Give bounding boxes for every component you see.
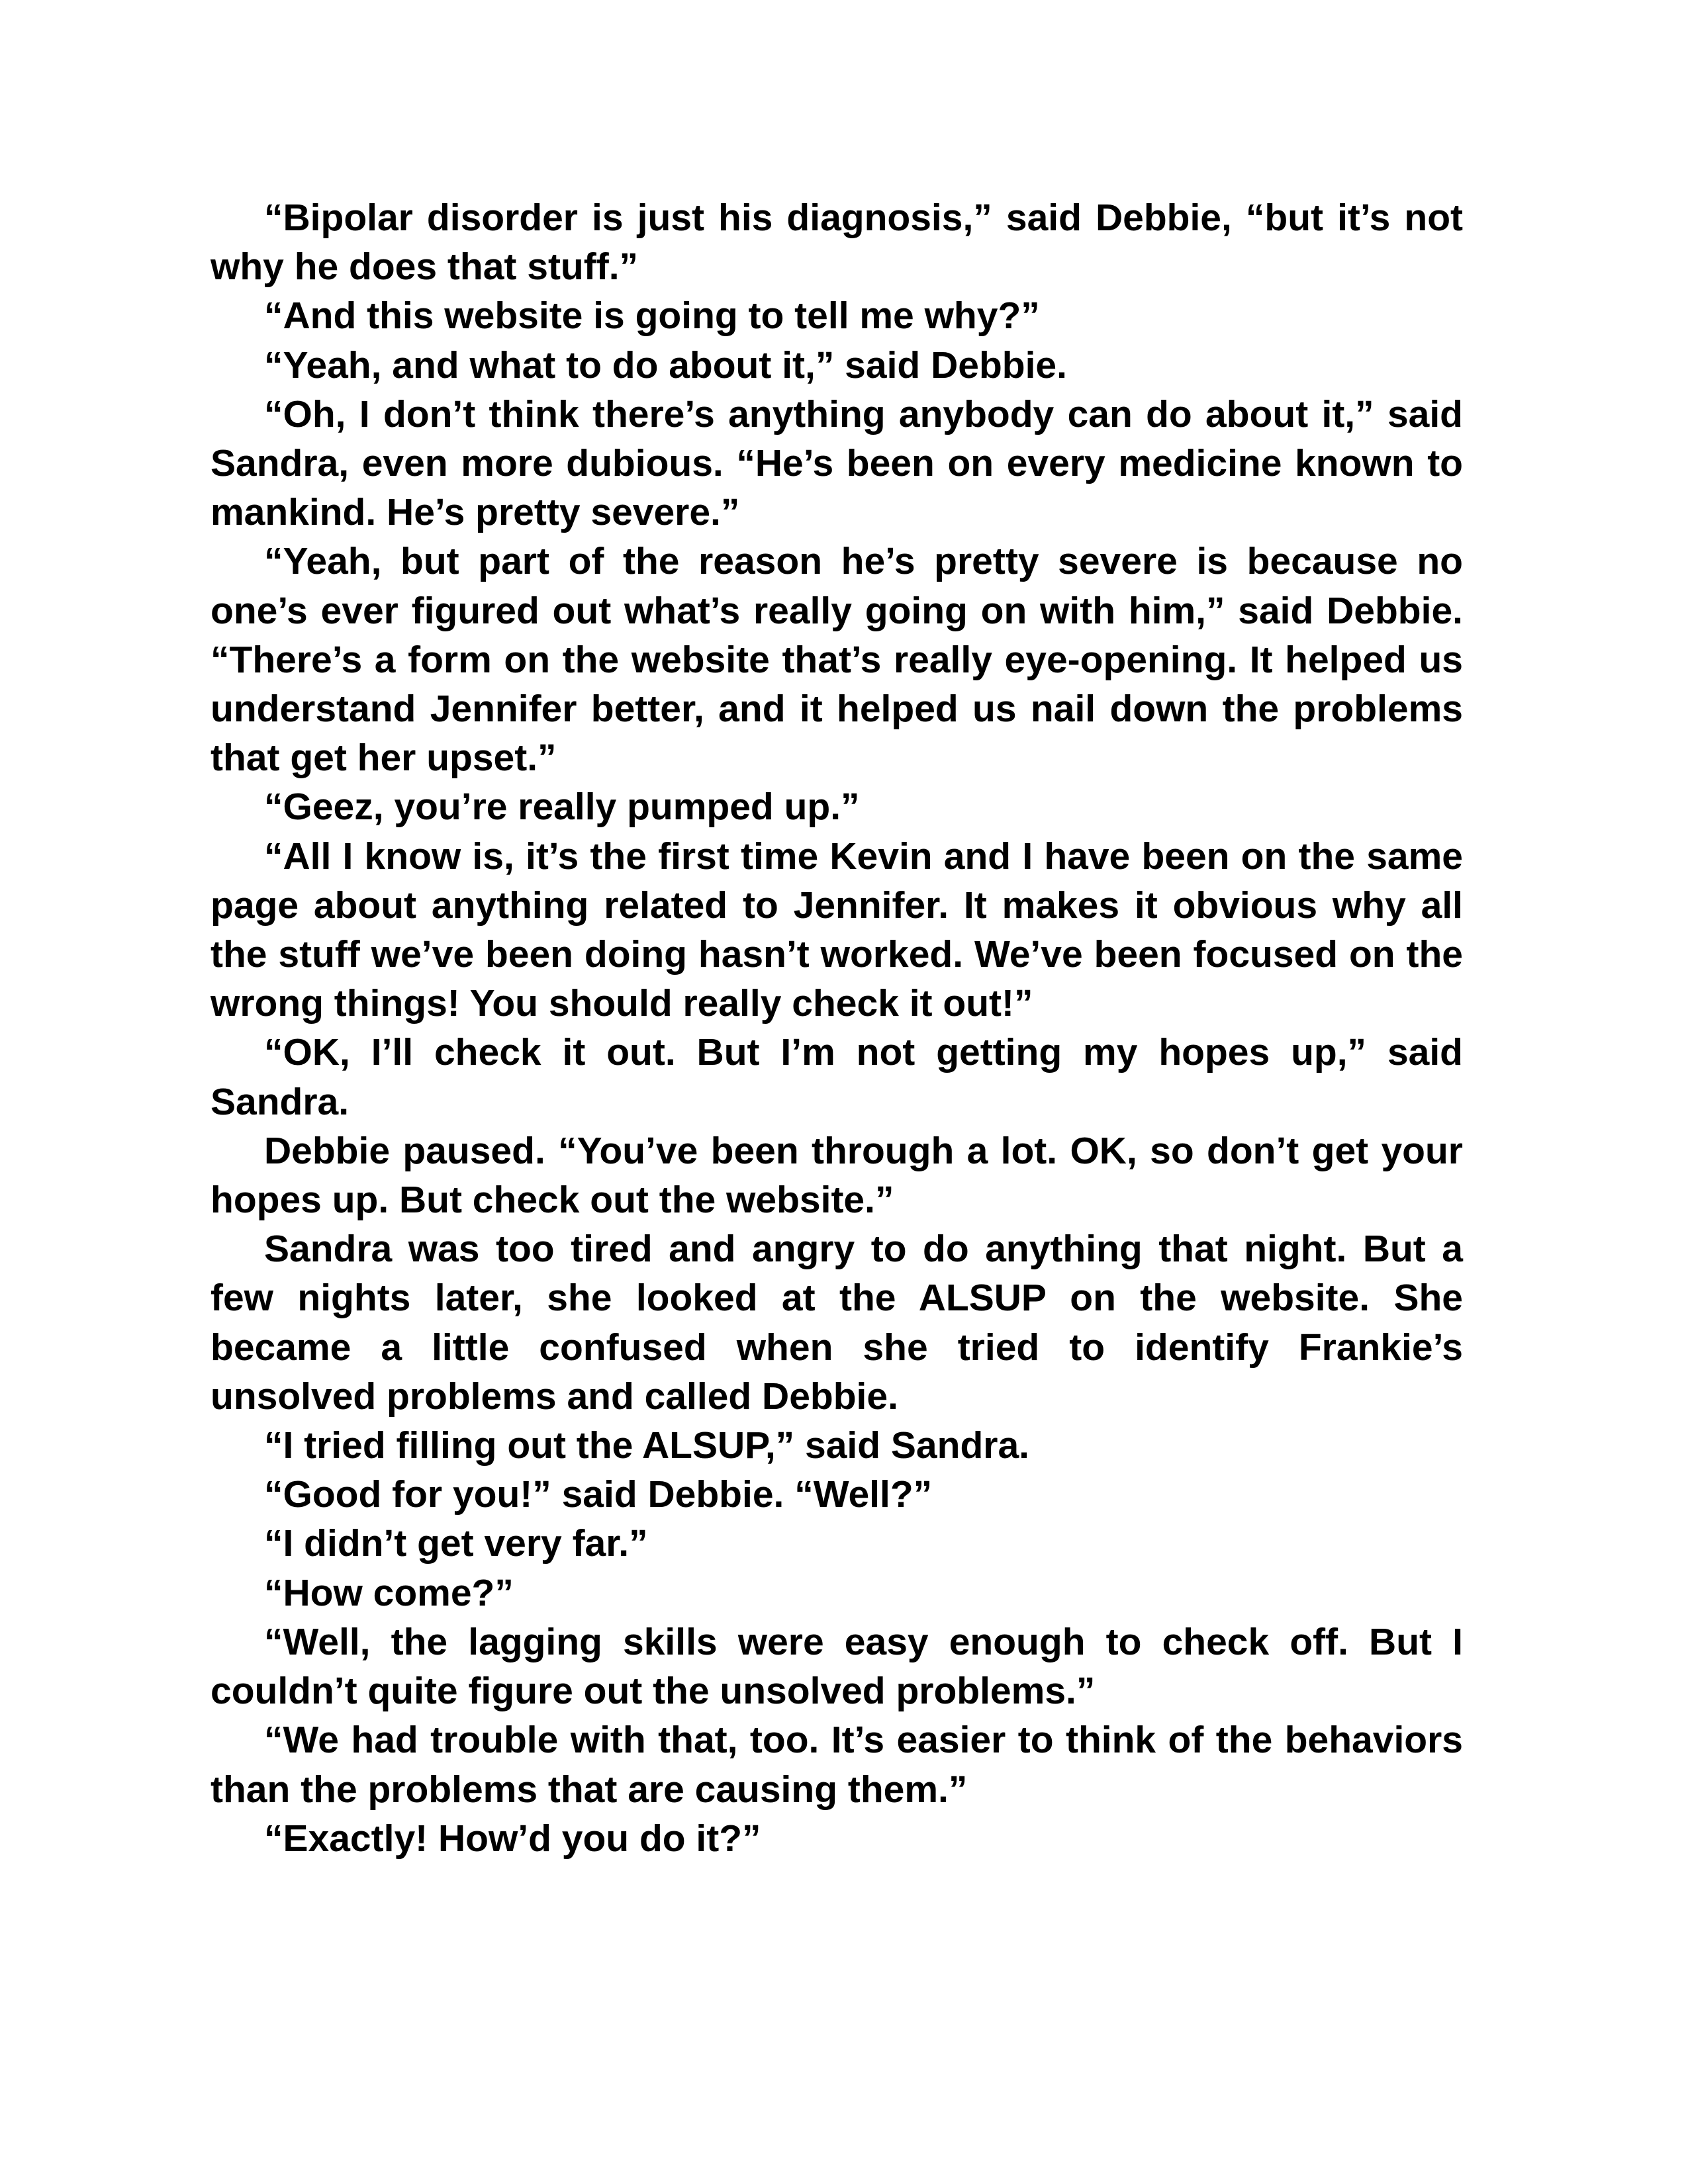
- paragraph: “Bipolar disorder is just his diagnosis,” said Debbie, “but it’s not why he does that stuff.”: [211, 197, 1463, 289]
- paragraph: “How come?”: [264, 1571, 514, 1614]
- paragraph: Debbie paused. “You’ve been through a lot. OK, so don’t get your hopes up. But check out the website.”: [211, 1129, 1463, 1222]
- paragraph: “Yeah, and what to do about it,” said Debbie.: [264, 343, 1067, 387]
- paragraph: “Oh, I don’t think there’s anything anybody can do about it,” said Sandra, even more dubious. “He’s been on every medicine known to mankind. He’s pretty severe.”: [211, 392, 1463, 534]
- paragraph: “I tried filling out the ALSUP,” said Sandra.: [264, 1424, 1029, 1467]
- paragraph: “OK, I’ll check it out. But I’m not getting my hopes up,” said Sandra.: [211, 1031, 1463, 1123]
- paragraph: “We had trouble with that, too. It’s easier to think of the behaviors than the problems that are causing them.”: [211, 1719, 1463, 1811]
- paragraph: “Geez, you’re really pumped up.”: [264, 786, 860, 829]
- paragraph: “All I know is, it’s the first time Kevin and I have been on the same page about anything related to Jennifer. It makes it obvious why all the stuff we’ve been doing hasn’t worked. We’ve been focused on the wrong things! You should really check it out!”: [211, 835, 1463, 1025]
- paragraph: “Yeah, but part of the reason he’s pretty severe is because no one’s ever figured out what’s really going on with him,” said Debbie. “There’s a form on the website that’s really eye-opening. It helped us understand Jennifer better, and it helped us nail down the problems that get her upset.”: [211, 540, 1463, 780]
- paragraph: “Well, the lagging skills were easy enough to check off. But I couldn’t quite figure out the unsolved problems.”: [211, 1620, 1463, 1713]
- paragraph: “Exactly! How’d you do it?”: [264, 1817, 761, 1860]
- paragraph: “I didn’t get very far.”: [264, 1522, 648, 1565]
- paragraph: “Good for you!” said Debbie. “Well?”: [264, 1473, 933, 1516]
- paragraph: Sandra was too tired and angry to do anything that night. But a few nights later, she looked at the ALSUP on the website. She became a little confused when she tried to identify Frankie’s unsolved problems and called Debbie.: [211, 1228, 1463, 1418]
- page-body: [211, 193, 1463, 1863]
- paragraph: “And this website is going to tell me why?”: [264, 295, 1040, 338]
